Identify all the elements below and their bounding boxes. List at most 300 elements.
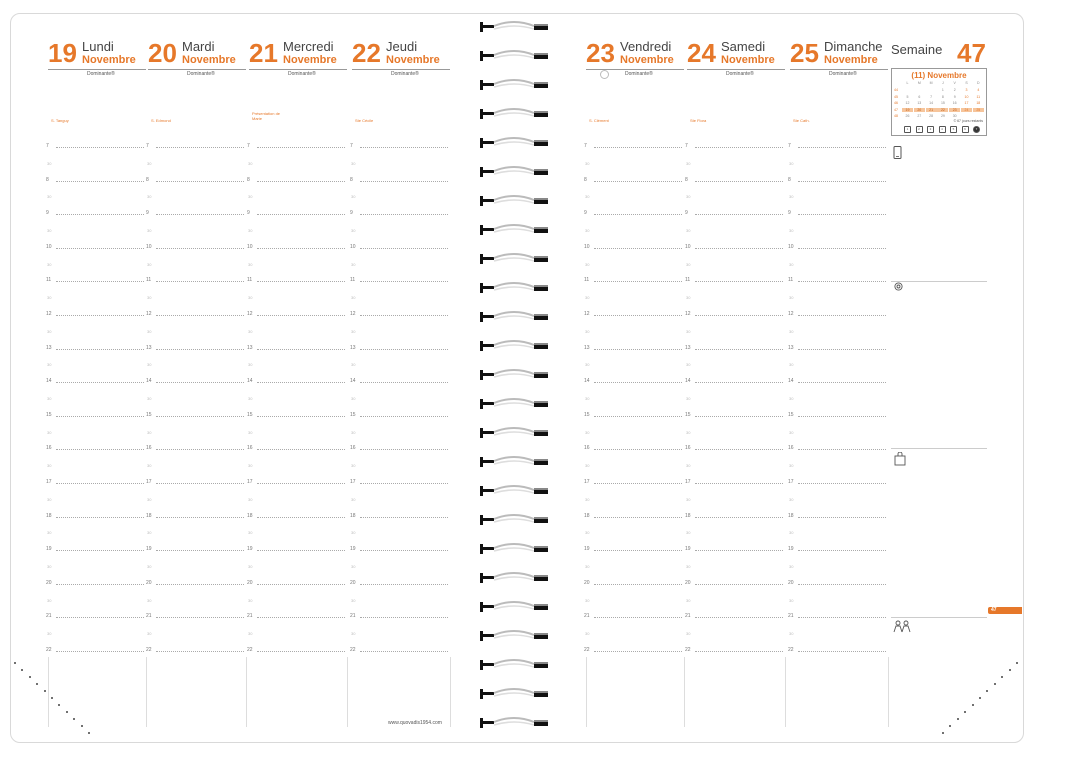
day-header xyxy=(48,38,146,78)
hour-slot[interactable] xyxy=(56,416,144,417)
hour-slot[interactable] xyxy=(695,248,783,249)
half-hour-label: 30 xyxy=(248,362,253,368)
notes-divider xyxy=(891,617,987,618)
half-hour-label: 30 xyxy=(248,564,253,569)
hour-slot[interactable] xyxy=(360,550,448,551)
half-hour-label: 30 xyxy=(248,496,253,502)
hour-slot[interactable] xyxy=(360,617,448,618)
day-header-rule xyxy=(148,69,246,70)
hour-slot[interactable] xyxy=(56,617,144,618)
hour-label: 21 xyxy=(685,613,691,620)
mini-calendar-day-header: L xyxy=(906,81,909,85)
half-hour-label: 30 xyxy=(248,295,253,301)
hour-slot[interactable] xyxy=(56,281,144,282)
hour-label: 7 xyxy=(350,143,353,149)
hour-slot[interactable] xyxy=(798,248,886,249)
half-hour-label: 30 xyxy=(248,261,253,267)
hour-slot[interactable] xyxy=(360,214,448,215)
day-month: Novembre xyxy=(386,54,440,66)
half-hour-label: 30 xyxy=(248,597,253,603)
hour-label: 20 xyxy=(46,579,52,586)
hour-slot[interactable] xyxy=(798,416,886,417)
spiral-ring xyxy=(476,397,552,418)
mini-calendar-date[interactable]: 23 xyxy=(949,108,960,112)
mini-calendar-week-number: 47 xyxy=(894,107,898,112)
hour-label: 18 xyxy=(685,512,691,519)
hour-slot[interactable] xyxy=(594,483,682,484)
day-name: Mardi xyxy=(182,39,215,54)
mini-calendar-date[interactable]: 7 xyxy=(930,94,933,99)
hour-slot[interactable] xyxy=(360,382,448,383)
hour-slot[interactable] xyxy=(594,382,682,383)
spiral-ring xyxy=(476,455,552,476)
mini-calendar-date[interactable]: 20 xyxy=(914,108,925,112)
hour-label: 18 xyxy=(350,512,356,519)
hour-slot[interactable] xyxy=(798,550,886,551)
hour-slot[interactable] xyxy=(360,449,448,450)
hour-slot[interactable] xyxy=(360,651,448,652)
mini-calendar-date[interactable]: 10 xyxy=(964,94,969,99)
spiral-ring xyxy=(476,339,552,360)
hour-slot[interactable] xyxy=(257,181,345,182)
mini-calendar-date[interactable]: 24 xyxy=(961,108,972,112)
priority-circle[interactable] xyxy=(600,70,609,79)
hour-slot[interactable] xyxy=(257,349,345,350)
hour-slot[interactable] xyxy=(56,248,144,249)
hour-label: 19 xyxy=(46,546,52,553)
half-hour-label: 30 xyxy=(686,194,691,200)
column-divider xyxy=(684,657,685,727)
half-hour-label: 30 xyxy=(686,429,691,435)
hour-slot[interactable] xyxy=(695,382,783,383)
mini-calendar-date[interactable]: 15 xyxy=(940,101,945,105)
hour-slot[interactable] xyxy=(56,550,144,551)
hour-slot[interactable] xyxy=(695,281,783,282)
hour-label: 21 xyxy=(247,613,253,620)
mini-calendar-date[interactable]: 17 xyxy=(964,101,969,105)
mini-calendar-title: (11) Novembre xyxy=(911,71,967,80)
hour-label: 14 xyxy=(146,378,152,385)
half-hour-label: 30 xyxy=(585,429,590,435)
mini-calendar-date[interactable]: 18 xyxy=(976,101,981,105)
half-hour-label: 30 xyxy=(351,194,356,200)
hour-slot[interactable] xyxy=(594,449,682,450)
hour-label: 14 xyxy=(350,378,356,385)
half-hour-label: 30 xyxy=(248,194,253,200)
hour-slot[interactable] xyxy=(594,214,682,215)
hour-slot[interactable] xyxy=(695,483,783,484)
half-hour-label: 30 xyxy=(147,597,152,603)
day-name: Samedi xyxy=(721,39,766,54)
hour-slot[interactable] xyxy=(257,651,345,652)
hour-label: 13 xyxy=(46,344,52,351)
hour-slot[interactable] xyxy=(695,214,783,215)
half-hour-label: 30 xyxy=(686,463,691,469)
hour-slot[interactable] xyxy=(156,214,244,215)
mini-calendar-date[interactable]: 26 xyxy=(905,114,910,118)
hour-slot[interactable] xyxy=(56,483,144,484)
day-header-rule xyxy=(48,69,146,70)
day-name: Vendredi xyxy=(620,39,672,54)
hour-slot[interactable] xyxy=(695,584,783,585)
hour-slot[interactable] xyxy=(56,517,144,518)
hour-slot[interactable] xyxy=(360,584,448,585)
mini-calendar-day-button[interactable]: 7 xyxy=(973,126,980,133)
hour-label: 19 xyxy=(247,546,253,553)
half-hour-label: 30 xyxy=(351,597,356,603)
hour-label: 9 xyxy=(584,210,587,217)
mini-calendar-date[interactable]: 1 xyxy=(941,88,944,92)
mini-calendar-week-number: 46 xyxy=(894,101,898,105)
hour-slot[interactable] xyxy=(156,382,244,383)
hour-slot[interactable] xyxy=(360,517,448,518)
half-hour-label: 30 xyxy=(789,564,794,569)
shopping-icon xyxy=(894,452,906,468)
hour-label: 16 xyxy=(46,445,52,452)
hour-slot[interactable] xyxy=(257,382,345,383)
saint-name: Ste Cath. xyxy=(793,118,810,123)
mini-calendar-day-button[interactable]: 3 xyxy=(927,126,934,133)
hour-slot[interactable] xyxy=(156,651,244,652)
half-hour-label: 30 xyxy=(351,564,356,569)
day-header xyxy=(790,38,888,78)
hour-slot[interactable] xyxy=(156,248,244,249)
hour-slot[interactable] xyxy=(798,617,886,618)
corner-dot xyxy=(1009,669,1011,671)
spiral-ring xyxy=(476,78,552,99)
column-divider xyxy=(146,657,147,727)
hour-slot[interactable] xyxy=(594,147,682,148)
hour-label: 8 xyxy=(350,176,353,183)
day-month: Novembre xyxy=(824,54,878,66)
hour-slot[interactable] xyxy=(56,349,144,350)
hour-slot[interactable] xyxy=(594,617,682,618)
half-hour-label: 30 xyxy=(789,396,794,401)
hour-label: 10 xyxy=(788,243,794,250)
mini-calendar-date[interactable]: 4 xyxy=(977,88,980,92)
hour-slot[interactable] xyxy=(798,281,886,282)
mini-calendar-date[interactable]: 19 xyxy=(902,108,913,112)
hour-label: 22 xyxy=(46,647,52,653)
mini-calendar-date[interactable]: 5 xyxy=(906,94,909,99)
hour-label: 19 xyxy=(685,546,691,553)
mini-calendar-day-header: S xyxy=(965,81,968,85)
hour-label: 22 xyxy=(685,647,691,653)
hour-slot[interactable] xyxy=(156,181,244,182)
hour-label: 16 xyxy=(247,445,253,452)
dominante-label: Dominante® xyxy=(288,71,316,77)
hour-slot[interactable] xyxy=(594,349,682,350)
half-hour-label: 30 xyxy=(248,328,253,334)
hour-slot[interactable] xyxy=(360,315,448,316)
hour-label: 13 xyxy=(247,344,253,351)
hour-slot[interactable] xyxy=(156,147,244,148)
mini-calendar-date[interactable]: 16 xyxy=(952,101,957,105)
hour-slot[interactable] xyxy=(594,584,682,585)
hour-label: 15 xyxy=(350,411,356,418)
spiral-ring xyxy=(476,310,552,331)
mini-calendar-date[interactable]: 8 xyxy=(941,94,944,99)
spiral-ring xyxy=(476,223,552,244)
corner-dot xyxy=(1016,662,1018,664)
hour-slot[interactable] xyxy=(257,584,345,585)
hour-label: 21 xyxy=(146,613,152,620)
hour-slot[interactable] xyxy=(798,651,886,652)
hour-label: 14 xyxy=(788,378,794,385)
day-header xyxy=(148,38,246,78)
hour-slot[interactable] xyxy=(798,181,886,182)
hour-label: 22 xyxy=(584,647,590,653)
hour-slot[interactable] xyxy=(257,315,345,316)
hour-label: 20 xyxy=(685,579,691,586)
hour-slot[interactable] xyxy=(360,147,448,148)
mini-calendar-date[interactable]: 29 xyxy=(940,114,945,118)
hour-slot[interactable] xyxy=(695,147,783,148)
half-hour-label: 30 xyxy=(351,328,356,334)
spiral-ring xyxy=(476,281,552,302)
mini-calendar-date[interactable]: 3 xyxy=(965,88,968,92)
mini-calendar-date[interactable]: 14 xyxy=(929,101,934,105)
half-hour-label: 30 xyxy=(248,429,253,435)
hour-slot[interactable] xyxy=(798,349,886,350)
mini-calendar-week-number: 48 xyxy=(894,114,898,118)
hour-label: 20 xyxy=(350,579,356,586)
mini-calendar-date[interactable]: 2 xyxy=(953,88,956,92)
day-header xyxy=(687,38,785,78)
mini-calendar-date[interactable]: 28 xyxy=(929,114,934,118)
hour-slot[interactable] xyxy=(798,382,886,383)
hour-slot[interactable] xyxy=(695,617,783,618)
mini-calendar-date[interactable]: 11 xyxy=(976,94,981,99)
day-month: Novembre xyxy=(721,54,775,66)
hour-slot[interactable] xyxy=(360,483,448,484)
half-hour-label: 30 xyxy=(351,496,356,502)
half-hour-label: 30 xyxy=(585,194,590,200)
hour-slot[interactable] xyxy=(156,483,244,484)
mini-calendar-date[interactable]: 25 xyxy=(973,108,984,112)
hour-slot[interactable] xyxy=(257,449,345,450)
mini-calendar-buttons xyxy=(904,126,982,132)
hour-label: 18 xyxy=(584,512,590,519)
hour-slot[interactable] xyxy=(257,550,345,551)
hour-slot[interactable] xyxy=(56,181,144,182)
hour-slot[interactable] xyxy=(257,617,345,618)
hour-slot[interactable] xyxy=(695,651,783,652)
half-hour-label: 30 xyxy=(686,530,691,536)
hour-slot[interactable] xyxy=(695,449,783,450)
hour-slot[interactable] xyxy=(156,416,244,417)
mini-calendar-day-button[interactable]: 2 xyxy=(916,126,923,133)
half-hour-label: 30 xyxy=(585,496,590,502)
hour-slot[interactable] xyxy=(594,181,682,182)
day-header-rule xyxy=(687,69,785,70)
page-tab-number: 47 xyxy=(991,607,997,613)
day-header-rule xyxy=(790,69,888,70)
hour-slot[interactable] xyxy=(798,449,886,450)
hour-label: 18 xyxy=(247,512,253,519)
hour-slot[interactable] xyxy=(695,416,783,417)
hour-slot[interactable] xyxy=(360,349,448,350)
half-hour-label: 30 xyxy=(585,228,590,233)
hour-label: 13 xyxy=(146,344,152,351)
notes-divider xyxy=(891,281,987,282)
hour-label: 12 xyxy=(350,311,356,317)
half-hour-label: 30 xyxy=(147,328,152,334)
hour-slot[interactable] xyxy=(56,651,144,652)
hour-slot[interactable] xyxy=(695,517,783,518)
hour-label: 8 xyxy=(146,176,149,183)
week-label: Semaine xyxy=(891,42,943,57)
hour-slot[interactable] xyxy=(798,214,886,215)
spiral-ring xyxy=(476,716,552,737)
half-hour-label: 30 xyxy=(585,328,590,334)
hour-label: 13 xyxy=(350,344,356,351)
hour-slot[interactable] xyxy=(695,181,783,182)
corner-dot xyxy=(972,704,974,706)
mini-calendar-day-header: D xyxy=(977,81,980,85)
hour-slot[interactable] xyxy=(56,449,144,450)
hour-slot[interactable] xyxy=(594,651,682,652)
mini-calendar-date[interactable]: 21 xyxy=(926,108,937,112)
at-icon xyxy=(894,282,903,293)
phone-icon xyxy=(893,146,902,161)
hour-slot[interactable] xyxy=(798,584,886,585)
mini-calendar-day-button[interactable]: 1 xyxy=(904,126,911,133)
half-hour-label: 30 xyxy=(789,228,794,233)
hour-slot[interactable] xyxy=(257,214,345,215)
mini-calendar-date[interactable]: 9 xyxy=(953,94,956,99)
half-hour-label: 30 xyxy=(585,530,590,536)
corner-dot xyxy=(44,690,46,692)
half-hour-label: 30 xyxy=(789,631,794,637)
hour-slot[interactable] xyxy=(156,281,244,282)
hour-slot[interactable] xyxy=(695,550,783,551)
hour-slot[interactable] xyxy=(56,315,144,316)
corner-dot xyxy=(979,697,981,699)
hour-label: 9 xyxy=(146,210,149,217)
half-hour-label: 30 xyxy=(686,597,691,603)
hour-label: 9 xyxy=(350,210,353,217)
hour-label: 19 xyxy=(146,546,152,553)
hour-slot[interactable] xyxy=(594,517,682,518)
mini-calendar-date[interactable]: 30 xyxy=(952,114,957,118)
mini-calendar-date[interactable]: 27 xyxy=(917,114,922,118)
hour-slot[interactable] xyxy=(156,315,244,316)
hour-slot[interactable] xyxy=(257,248,345,249)
half-hour-label: 30 xyxy=(686,228,691,233)
day-number: 22 xyxy=(352,38,381,68)
column-divider xyxy=(586,657,587,727)
day-name: Jeudi xyxy=(386,39,418,54)
hour-label: 9 xyxy=(46,210,49,217)
hour-label: 12 xyxy=(46,311,52,317)
mini-calendar-date[interactable]: 13 xyxy=(917,101,922,105)
column-divider xyxy=(888,657,889,727)
mini-calendar-day-button[interactable]: 5 xyxy=(950,126,957,133)
hour-slot[interactable] xyxy=(56,584,144,585)
hour-slot[interactable] xyxy=(156,349,244,350)
hour-label: 8 xyxy=(788,176,791,183)
hour-slot[interactable] xyxy=(56,214,144,215)
hour-label: 16 xyxy=(685,445,691,452)
mini-calendar-day-button[interactable]: 4 xyxy=(939,126,946,133)
hour-slot[interactable] xyxy=(156,617,244,618)
hour-slot[interactable] xyxy=(798,517,886,518)
column-divider xyxy=(450,657,451,727)
day-header xyxy=(249,38,347,78)
corner-dot xyxy=(942,732,944,734)
hour-slot[interactable] xyxy=(695,349,783,350)
hour-slot[interactable] xyxy=(257,416,345,417)
hour-slot[interactable] xyxy=(798,147,886,148)
hour-slot[interactable] xyxy=(594,416,682,417)
hour-label: 16 xyxy=(146,445,152,452)
hour-slot[interactable] xyxy=(156,517,244,518)
hour-slot[interactable] xyxy=(594,550,682,551)
mini-calendar-note: © 67 jours restants xyxy=(953,119,983,123)
hour-slot[interactable] xyxy=(257,281,345,282)
hour-slot[interactable] xyxy=(257,517,345,518)
hour-slot[interactable] xyxy=(798,315,886,316)
mini-calendar-date[interactable]: 22 xyxy=(937,108,948,112)
hour-slot[interactable] xyxy=(360,281,448,282)
hour-slot[interactable] xyxy=(156,584,244,585)
hour-label: 17 xyxy=(788,479,794,485)
hour-label: 22 xyxy=(350,647,356,653)
saint-name: S. Clément xyxy=(589,118,609,123)
corner-dot xyxy=(957,718,959,720)
mini-calendar-date[interactable]: 6 xyxy=(918,94,921,99)
hour-label: 22 xyxy=(788,647,794,653)
hour-slot[interactable] xyxy=(56,147,144,148)
hour-slot[interactable] xyxy=(594,248,682,249)
hour-label: 18 xyxy=(146,512,152,519)
hour-label: 15 xyxy=(247,411,253,418)
hour-slot[interactable] xyxy=(695,315,783,316)
hour-slot[interactable] xyxy=(156,449,244,450)
hour-label: 10 xyxy=(685,243,691,250)
dominante-label: Dominante® xyxy=(726,71,754,77)
hour-slot[interactable] xyxy=(360,416,448,417)
hour-slot[interactable] xyxy=(360,248,448,249)
hour-slot[interactable] xyxy=(798,483,886,484)
day-header-rule xyxy=(352,69,450,70)
saint-name: Ste Flora xyxy=(690,118,707,123)
day-number: 19 xyxy=(48,38,77,68)
hour-slot[interactable] xyxy=(56,382,144,383)
hour-label: 16 xyxy=(584,445,590,452)
mini-calendar-date[interactable]: 12 xyxy=(905,101,910,105)
hour-slot[interactable] xyxy=(257,147,345,148)
spiral-ring xyxy=(476,107,552,128)
hour-label: 7 xyxy=(685,143,688,149)
hour-slot[interactable] xyxy=(360,181,448,182)
hour-slot[interactable] xyxy=(156,550,244,551)
half-hour-label: 30 xyxy=(585,463,590,469)
hour-label: 20 xyxy=(146,579,152,586)
hour-slot[interactable] xyxy=(257,483,345,484)
hour-slot[interactable] xyxy=(594,315,682,316)
hour-label: 19 xyxy=(350,546,356,553)
hour-label: 18 xyxy=(46,512,52,519)
half-hour-label: 30 xyxy=(686,396,691,401)
hour-label: 17 xyxy=(350,479,356,485)
half-hour-label: 30 xyxy=(47,396,52,401)
hour-label: 7 xyxy=(46,143,49,149)
hour-slot[interactable] xyxy=(594,281,682,282)
half-hour-label: 30 xyxy=(47,295,52,301)
mini-calendar-day-button[interactable]: 6 xyxy=(962,126,969,133)
